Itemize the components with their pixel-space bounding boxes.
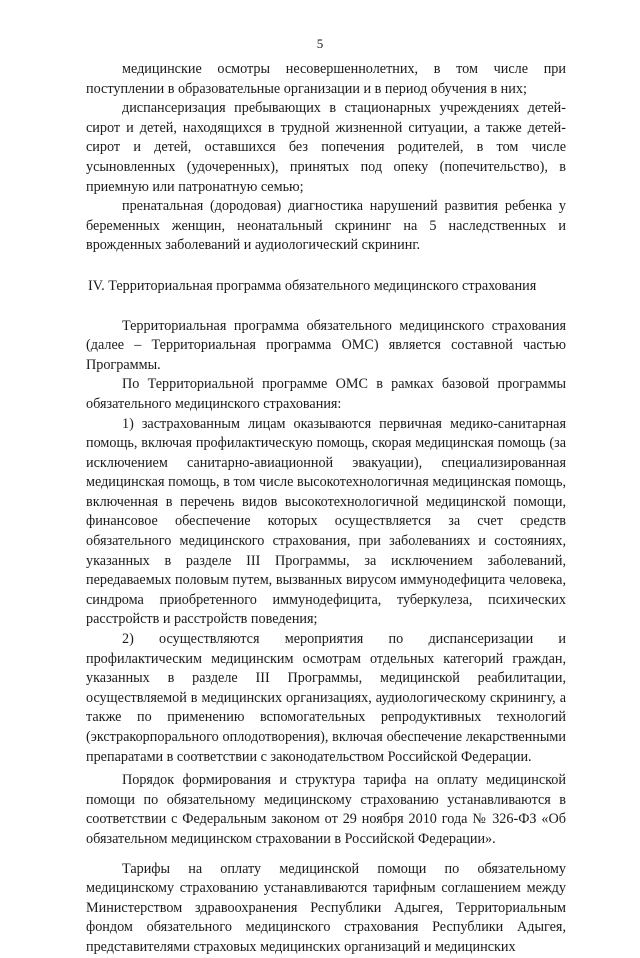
paragraph: диспансеризация пребывающих в стационарных учреждениях детей-сирот и детей, находящихся в трудной жизненной ситуации, а также детей-сирот и детей, оставшихся без попечения родителей, в том числе усыновленных (удочеренных), принятых под опеку (попечительство), в приемную или патронатную семью; (86, 100, 566, 195)
paragraph: Территориальная программа обязательного медицинского страхования (далее – Территориальная программа ОМС) является составной частью Программы. (86, 317, 566, 373)
list-item: 1) застрахованным лицам оказываются первичная медико-санитарная помощь, включая профилактическую помощь, скорая медицинская помощь (за исключением санитарно-авиационной эвакуации), специализированная медицинская помощь, в том числе высокотехнологичная медицинская помощь, включенная в перечень видов высокотехнологичной медицинской помощи, финансовое обеспечение которых осуществляется за счет средств обязательного медицинского страхования, при заболеваниях и состояниях, указанных в разделе III Программы, за исключением заболеваний, передаваемых половым путем, вызванных вирусом иммунодефицита человека, синдрома приобретенного иммунодефицита, туберкулеза, психических расстройств и расстройств поведения; (86, 415, 566, 628)
paragraph: Порядок формирования и структура тарифа на оплату медицинской помощи по обязательному медицинскому страхованию устанавливаются в соответствии с Федеральным законом от 29 ноября 2010 года № 326-ФЗ «Об обязательном медицинском страховании в Российской Федерации». (86, 772, 566, 847)
document-body (86, 60, 566, 958)
paragraph: медицинские осмотры несовершеннолетних, в том числе при поступлении в образовательные организации и в период обучения в них; (86, 61, 566, 97)
list-item: 2) осуществляются мероприятия по диспансеризации и профилактическим медицинским осмотрам отдельных категорий граждан, указанных в разделе III Программы, медицинской реабилитации, осуществляемой в медицинских организациях, аудиологическому скринингу, а также по применению вспомогательных репродуктивных технологий (экстракорпорального оплодотворения), включая обеспечение лекарственными препаратами в соответствии с законодательством Российской Федерации. (86, 631, 566, 765)
section-heading: IV. Территориальная программа обязательного медицинского страхования (88, 277, 537, 294)
paragraph: По Территориальной программе ОМС в рамках базовой программы обязательного медицинского страхования: (86, 376, 566, 412)
paragraph: Тарифы на оплату медицинской помощи по обязательному медицинскому страхованию устанавливаются тарифным соглашением между Министерством здравоохранения Республики Адыгея, Территориальным фондом обязательного медицинского страхования Республики Адыгея, представителями страховых медицинских организаций и медицинских (86, 860, 566, 955)
page-number: 5 (316, 36, 324, 51)
paragraph: пренатальная (дородовая) диагностика нарушений развития ребенка у беременных женщин, неонатальный скрининг на 5 наследственных и врожденных заболеваний и аудиологический скрининг. (86, 198, 566, 254)
